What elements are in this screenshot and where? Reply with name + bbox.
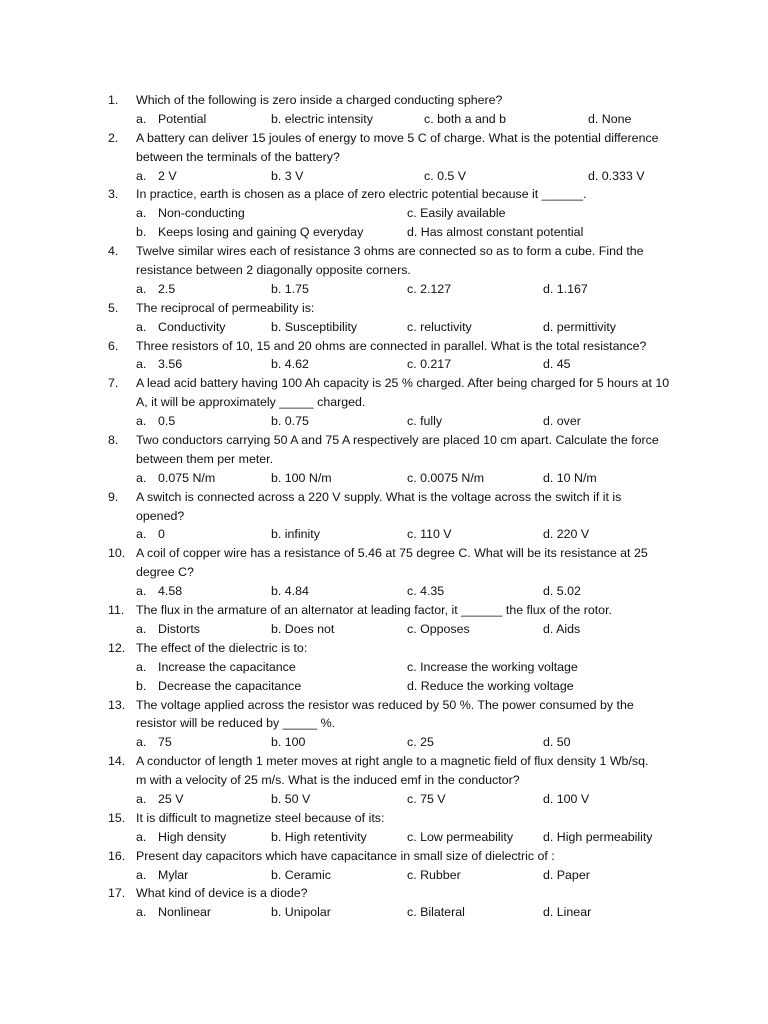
option-d: d. 45 (543, 357, 571, 372)
option-a-text: 0.075 N/m (158, 470, 216, 485)
question-text: What kind of device is a diode? (136, 886, 308, 901)
question-number: 4. (108, 244, 119, 259)
question-item (0, 488, 768, 545)
question-text: The reciprocal of permeability is: (136, 300, 315, 315)
option-c: c. Rubber (407, 867, 461, 882)
question-line (0, 299, 768, 318)
option-b: b. High retentivity (271, 829, 367, 844)
question-line (0, 639, 768, 658)
option-c: c. 0.0075 N/m (407, 470, 485, 485)
question-text: between the terminals of the battery? (136, 149, 340, 164)
option-d: d. permittivity (543, 319, 616, 334)
option-row (0, 469, 768, 488)
option-b: b. 100 N/m (271, 470, 332, 485)
option-c: c. Bilateral (407, 905, 465, 920)
option-c: c. Low permeability (407, 829, 514, 844)
option-letter: a. (136, 206, 147, 221)
option-letter: a. (136, 621, 147, 636)
option-letter: a. (136, 584, 147, 599)
question-number: 3. (108, 187, 119, 202)
option-letter: a. (136, 168, 147, 183)
question-number: 10. (108, 546, 126, 561)
option-letter: a. (136, 319, 147, 334)
question-line (0, 261, 768, 280)
question-line (0, 714, 768, 733)
question-text: Which of the following is zero inside a charged conducting sphere? (136, 93, 503, 107)
option-letter: b. (136, 678, 147, 693)
option-a-text: Keeps losing and gaining Q everyday (158, 225, 364, 240)
option-letter: a. (136, 357, 147, 372)
question-item (0, 91, 768, 129)
option-letter: a. (136, 659, 147, 674)
question-item (0, 374, 768, 431)
question-text: A, it will be approximately _____ charged. (136, 395, 366, 410)
question-number: 1. (108, 93, 119, 107)
question-item (0, 337, 768, 375)
question-line (0, 450, 768, 469)
option-c: d. Reduce the working voltage (407, 678, 574, 693)
option-b: b. 50 V (271, 791, 311, 806)
option-b: b. Unipolar (271, 905, 331, 920)
question-number: 8. (108, 433, 119, 448)
question-item (0, 601, 768, 639)
question-line (0, 752, 768, 771)
option-row (0, 733, 768, 752)
option-b: b. 4.84 (271, 584, 309, 599)
question-item (0, 242, 768, 299)
option-b: b. electric intensity (271, 111, 373, 126)
question-number: 16. (108, 848, 126, 863)
option-row (0, 658, 768, 677)
option-b: b. 100 (271, 735, 306, 750)
question-text: In practice, earth is chosen as a place of zero electric potential because it ______. (136, 187, 587, 202)
option-d: d. over (543, 414, 581, 429)
question-text: resistor will be reduced by _____ %. (136, 716, 336, 731)
question-line (0, 148, 768, 167)
option-row (0, 790, 768, 809)
option-letter: a. (136, 867, 147, 882)
question-text: Three resistors of 10, 15 and 20 ohms are connected in parallel. What is the total resistance? (136, 338, 647, 353)
option-letter: a. (136, 829, 147, 844)
option-row (0, 318, 768, 337)
option-b: b. 0.75 (271, 414, 309, 429)
option-a-text: Mylar (158, 867, 189, 882)
question-text: It is difficult to magnetize steel because of its: (136, 810, 385, 825)
option-b: b. Does not (271, 621, 335, 636)
option-d: d. 220 V (543, 527, 590, 542)
question-number: 12. (108, 640, 126, 655)
question-item (0, 544, 768, 601)
question-line (0, 544, 768, 563)
question-line (0, 431, 768, 450)
option-c: c. both a and b (424, 111, 506, 126)
option-c: c. Easily available (407, 206, 506, 221)
question-text: The voltage applied across the resistor was reduced by 50 %. The power consumed by the (136, 697, 634, 712)
question-text: m with a velocity of 25 m/s. What is the induced emf in the conductor? (136, 773, 520, 788)
option-row (0, 828, 768, 847)
question-line (0, 337, 768, 356)
option-d: d. 50 (543, 735, 571, 750)
question-item (0, 696, 768, 753)
question-number: 9. (108, 489, 119, 504)
question-line (0, 884, 768, 903)
option-b: b. Susceptibility (271, 319, 358, 334)
option-letter: a. (136, 905, 147, 920)
option-d: d. None (588, 111, 632, 126)
option-c: c. 0.5 V (424, 168, 467, 183)
question-text: between them per meter. (136, 451, 274, 466)
option-letter: a. (136, 281, 147, 296)
option-a-text: 0.5 (158, 414, 176, 429)
option-c: c. 110 V (407, 527, 452, 542)
question-item (0, 185, 768, 242)
question-item (0, 847, 768, 885)
option-a-text: Conductivity (158, 319, 226, 334)
option-d: d. 100 V (543, 791, 590, 806)
option-a-text: 2 V (158, 168, 177, 183)
question-text: A battery can deliver 15 joules of energy to move 5 C of charge. What is the potential difference (136, 130, 659, 145)
question-number: 17. (108, 886, 126, 901)
option-c: c. 2.127 (407, 281, 452, 296)
option-d: d. High permeability (543, 829, 653, 844)
question-text: The effect of the dielectric is to: (136, 640, 308, 655)
option-letter: a. (136, 414, 147, 429)
question-line (0, 601, 768, 620)
option-d: d. 0.333 V (588, 168, 645, 183)
question-line (0, 563, 768, 582)
question-line (0, 393, 768, 412)
option-a-text: Potential (158, 111, 207, 126)
option-row (0, 903, 768, 922)
option-a-text: Increase the capacitance (158, 659, 296, 674)
option-letter: a. (136, 735, 147, 750)
question-number: 2. (108, 130, 119, 145)
option-c: c. 4.35 (407, 584, 445, 599)
question-line (0, 488, 768, 507)
option-d: d. Paper (543, 867, 590, 882)
option-c: d. Has almost constant potential (407, 225, 584, 240)
question-line (0, 185, 768, 204)
question-line (0, 129, 768, 148)
question-line (0, 771, 768, 790)
question-text: A lead acid battery having 100 Ah capacity is 25 % charged. After being charged for 5 hours at 10 (136, 376, 670, 391)
option-row (0, 412, 768, 431)
question-item (0, 809, 768, 847)
option-row (0, 167, 768, 186)
option-a-text: 75 (158, 735, 172, 750)
question-text: The flux in the armature of an alternator at leading factor, it ______ the flux of the rotor. (136, 603, 612, 618)
question-line (0, 91, 768, 110)
option-a-text: 4.58 (158, 584, 183, 599)
option-b: b. 4.62 (271, 357, 309, 372)
question-number: 14. (108, 754, 126, 769)
option-c: c. reluctivity (407, 319, 472, 334)
option-row (0, 223, 768, 242)
option-a-text: 2.5 (158, 281, 176, 296)
question-list (0, 91, 768, 922)
question-item (0, 639, 768, 696)
option-d: d. 5.02 (543, 584, 581, 599)
option-b: b. Ceramic (271, 867, 331, 882)
option-row (0, 280, 768, 299)
option-d: d. 1.167 (543, 281, 588, 296)
question-text: Two conductors carrying 50 A and 75 A respectively are placed 10 cm apart. Calculate the force (136, 433, 659, 448)
option-a-text: High density (158, 829, 227, 844)
question-text: Present day capacitors which have capacitance in small size of dielectric of : (136, 848, 555, 863)
option-c: c. 75 V (407, 791, 446, 806)
question-item (0, 884, 768, 922)
question-text: resistance between 2 diagonally opposite corners. (136, 263, 411, 278)
option-letter: a. (136, 470, 147, 485)
question-text: A switch is connected across a 220 V supply. What is the voltage across the switch if it is (136, 489, 622, 504)
question-number: 13. (108, 697, 126, 712)
question-item (0, 129, 768, 186)
option-letter: a. (136, 527, 147, 542)
question-number: 15. (108, 810, 126, 825)
option-a-text: Distorts (158, 621, 200, 636)
question-number: 6. (108, 338, 119, 353)
option-d: d. Linear (543, 905, 592, 920)
option-c: c. fully (407, 414, 443, 429)
option-letter: b. (136, 225, 147, 240)
option-row (0, 582, 768, 601)
option-row (0, 620, 768, 639)
question-text: opened? (136, 508, 185, 523)
option-b: b. infinity (271, 527, 320, 542)
option-row (0, 355, 768, 374)
option-c: c. 0.217 (407, 357, 452, 372)
question-line (0, 242, 768, 261)
option-b: b. 3 V (271, 168, 304, 183)
question-text: Twelve similar wires each of resistance 3 ohms are connected so as to form a cube. Find the (136, 244, 644, 259)
option-d: d. Aids (543, 621, 581, 636)
option-letter: a. (136, 791, 147, 806)
question-number: 5. (108, 300, 119, 315)
question-line (0, 847, 768, 866)
option-row (0, 110, 768, 129)
question-number: 7. (108, 376, 119, 391)
option-letter: a. (136, 111, 147, 126)
option-row (0, 866, 768, 885)
option-row (0, 204, 768, 223)
question-line (0, 809, 768, 828)
question-text: A coil of copper wire has a resistance of 5.46 at 75 degree C. What will be its resistance at 25 (136, 546, 648, 561)
option-row (0, 525, 768, 544)
option-b: b. 1.75 (271, 281, 309, 296)
question-line (0, 374, 768, 393)
question-text: degree C? (136, 565, 194, 580)
question-line (0, 696, 768, 715)
question-text: A conductor of length 1 meter moves at right angle to a magnetic field of flux density 1 Wb/sq. (136, 754, 649, 769)
option-a-text: 25 V (158, 791, 184, 806)
question-line (0, 507, 768, 526)
question-item (0, 431, 768, 488)
option-row (0, 677, 768, 696)
option-d: d. 10 N/m (543, 470, 597, 485)
option-a-text: Nonlinear (158, 905, 212, 920)
question-item (0, 752, 768, 809)
option-a-text: Decrease the capacitance (158, 678, 302, 693)
option-c: c. 25 (407, 735, 434, 750)
option-c: c. Opposes (407, 621, 470, 636)
question-number: 11. (108, 603, 125, 618)
option-a-text: Non-conducting (158, 206, 245, 221)
option-a-text: 0 (158, 527, 165, 542)
option-c: c. Increase the working voltage (407, 659, 578, 674)
option-a-text: 3.56 (158, 357, 183, 372)
question-item (0, 299, 768, 337)
